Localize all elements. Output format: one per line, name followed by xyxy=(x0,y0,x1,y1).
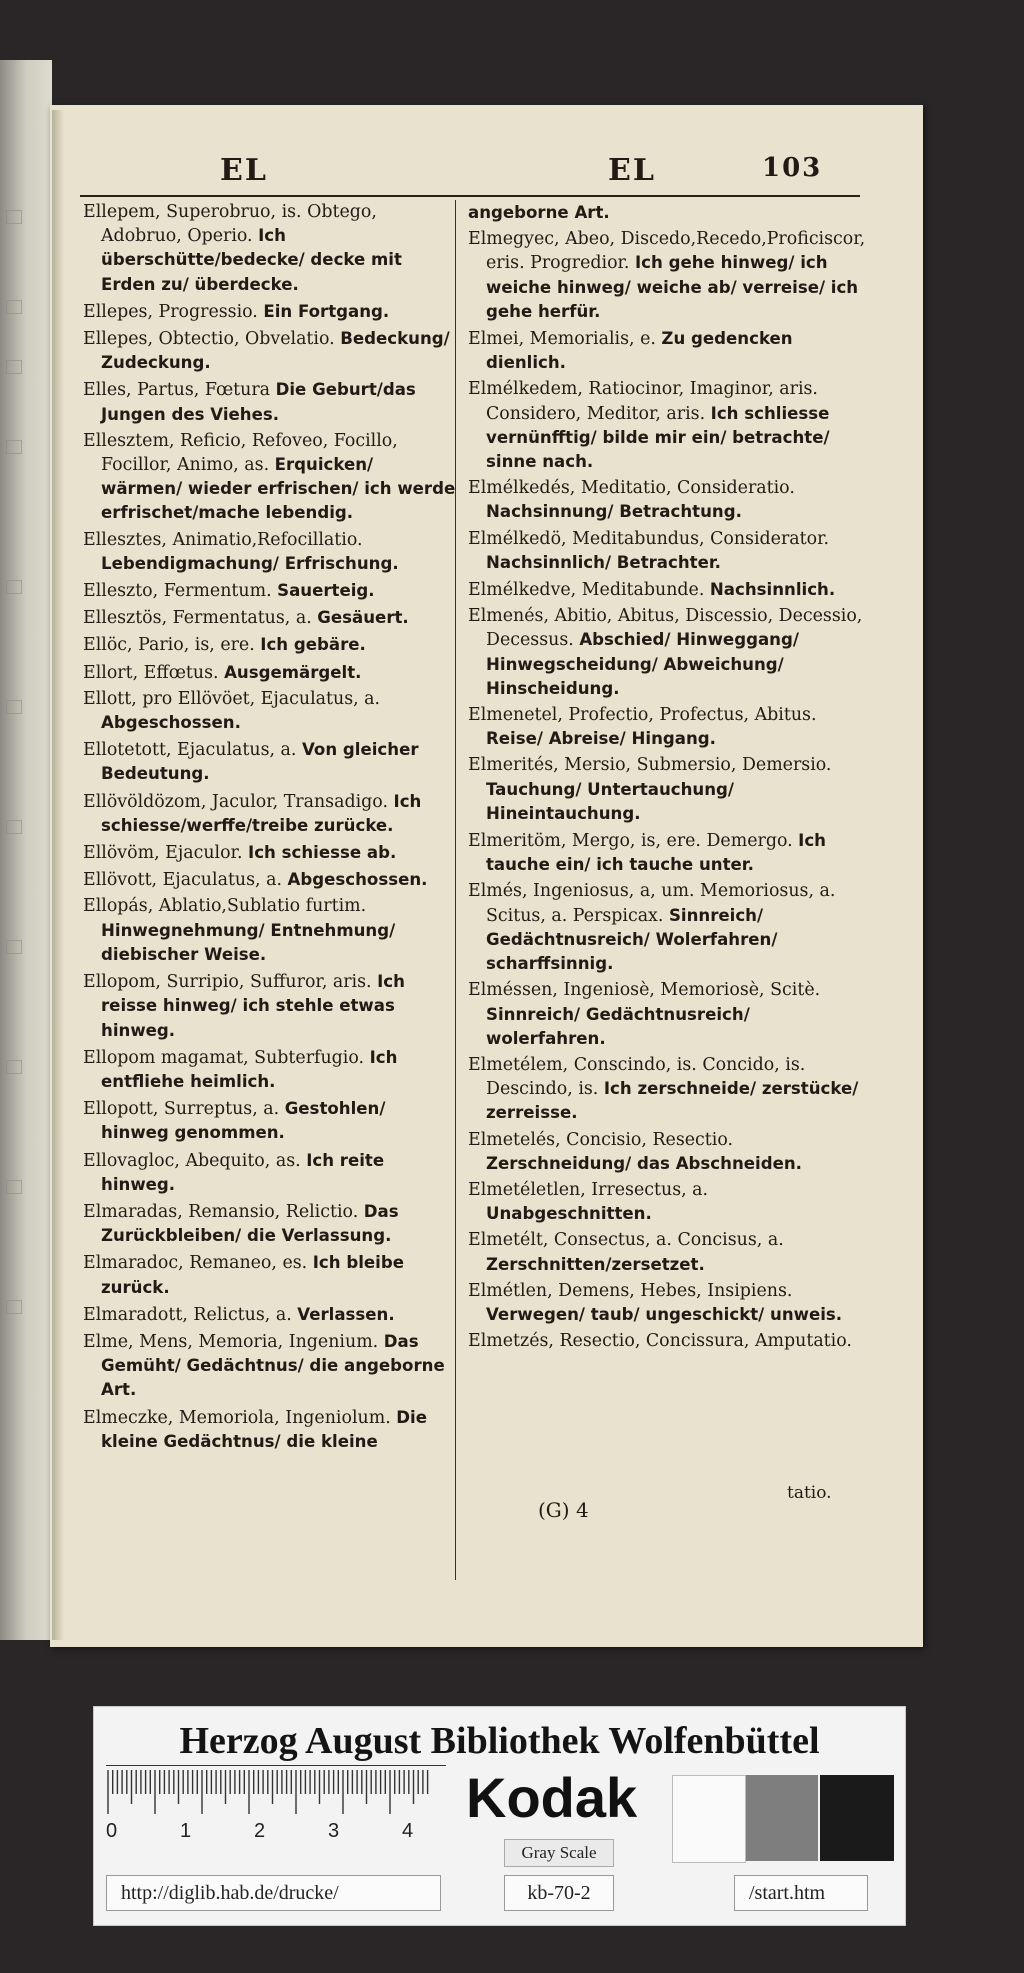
entry-german: Ich reite hinweg. xyxy=(101,1150,385,1194)
entry-german: Ich überschütte/bedecke/ decke mit Erden zu/ überdecke. xyxy=(101,226,402,294)
ruler-label: 2 xyxy=(254,1820,266,1842)
entry-german: Zu gedencken dienlich. xyxy=(486,329,793,373)
entry-latin: Elmétlen, Demens, Hebes, Insipiens. xyxy=(468,1280,793,1301)
entry-german: Sauerteig. xyxy=(277,581,375,601)
dictionary-entry xyxy=(83,201,458,297)
header-rule xyxy=(80,195,860,197)
entry-german: Die Geburt/das Jungen des Viehes. xyxy=(101,380,416,424)
entry-latin: Elmeczke, Memoriola, Ingeniolum. xyxy=(83,1407,391,1428)
dictionary-entry xyxy=(468,1054,873,1126)
entry-latin: Elmaradott, Relictus, a. xyxy=(83,1304,292,1325)
entry-latin: Ellövöldözom, Jaculor, Transadigo. xyxy=(83,791,388,812)
dictionary-entry xyxy=(468,378,873,474)
page-edge-mark xyxy=(6,1180,22,1194)
page-edge-mark xyxy=(6,820,22,834)
color-target-card xyxy=(93,1706,906,1926)
entry-latin: Elmélkedem, Ratiocinor, Imaginor, aris. Considero, Meditor, aris. xyxy=(468,379,818,424)
entry-latin: Elmetzés, Resectio, Concissura, Amputatio. xyxy=(468,1331,852,1352)
entry-latin: Elmerités, Mersio, Submersio, Demersio. xyxy=(468,755,832,776)
entry-latin: Ellepes, Progressio. xyxy=(83,301,258,322)
entry-german: Reise/ Abreise/ Hingang. xyxy=(486,729,716,749)
catchword: tatio. xyxy=(787,1483,832,1503)
entry-latin: Elleszto, Fermentum. xyxy=(83,581,272,602)
entry-latin: Elméssen, Ingeniosè, Memoriosè, Scitè. xyxy=(468,980,821,1001)
dictionary-entry xyxy=(83,300,458,324)
right-column xyxy=(468,201,873,1356)
dictionary-entry xyxy=(468,704,873,751)
dictionary-entry xyxy=(83,868,458,892)
ruler-label: 0 xyxy=(106,1820,118,1842)
entry-german: Sinnreich/ Gedächtnusreich/ wolerfahren. xyxy=(486,1004,750,1048)
entry-german: Nachsinnlich. xyxy=(709,580,836,600)
entry-german: Ich gebäre. xyxy=(260,635,366,655)
entry-latin: Ellepem, Superobruo, is. Obtego, Adobruo, Operio. xyxy=(83,202,377,247)
dictionary-entry xyxy=(83,790,458,838)
dictionary-entry xyxy=(83,606,458,630)
entry-latin: Ellesztes, Animatio,Refocillatio. xyxy=(83,529,363,550)
dictionary-entry xyxy=(468,880,873,976)
dictionary-entry xyxy=(83,579,458,603)
dictionary-entry xyxy=(468,1129,873,1176)
entry-latin: Elmenetel, Profectio, Profectus, Abitus. xyxy=(468,705,817,726)
entry-german: Ein Fortgang. xyxy=(263,301,390,321)
dictionary-entry xyxy=(83,1251,458,1299)
entry-german: angeborne Art. xyxy=(468,203,610,222)
dictionary-entry xyxy=(468,1330,873,1353)
entry-german: Hinwegnehmung/ Entnehmung/ diebischer Weise. xyxy=(101,920,396,964)
entry-latin: Elmetéletlen, Irresectus, a. xyxy=(468,1179,709,1200)
dictionary-entry xyxy=(83,633,458,657)
entry-german: Die kleine Gedächtnus/ die kleine xyxy=(101,1407,427,1451)
entry-german: Ich schliesse vernünfftig/ bilde mir ein/ betrachte/ sinne nach. xyxy=(486,403,830,472)
entry-latin: Elmés, Ingeniosus, a, um. Memoriosus, a. Scitus, a. Perspicax. xyxy=(468,881,836,926)
ruler xyxy=(106,1765,446,1846)
left-column xyxy=(83,201,458,1457)
entry-latin: Elmaradoc, Remaneo, es. xyxy=(83,1253,308,1274)
dictionary-entry xyxy=(83,327,458,375)
page-edge-mark xyxy=(6,300,22,314)
entry-latin: Ellovagloc, Abequito, as. xyxy=(83,1150,301,1171)
entry-german: Ich schiesse/werffe/treibe zurücke. xyxy=(101,791,422,835)
entry-latin: Ellesztem, Reficio, Refoveo, Focillo, Focillor, Animo, as. xyxy=(83,430,398,476)
dictionary-entry xyxy=(83,378,458,426)
entry-latin: Elmei, Memorialis, e. xyxy=(468,329,656,350)
entry-latin: Ellotetott, Ejaculatus, a. xyxy=(83,740,297,761)
entry-german: Gestohlen/ hinweg genommen. xyxy=(101,1099,386,1143)
signature-mark: (G) 4 xyxy=(538,1498,589,1522)
entry-latin: Ellepes, Obtectio, Obvelatio. xyxy=(83,329,335,350)
running-head xyxy=(50,153,923,193)
entry-german: Nachsinnlich/ Betrachter. xyxy=(486,552,721,572)
entry-german: Das Gemüht/ Gedächtnus/ die angeborne Art. xyxy=(101,1331,445,1400)
dictionary-entry xyxy=(83,1406,458,1454)
entry-latin: Elmetélem, Conscindo, is. Concido, is. Descindo, is. xyxy=(468,1054,806,1100)
entry-german: Verwegen/ taub/ ungeschickt/ unweis. xyxy=(486,1304,843,1324)
entry-german: Von gleicher Bedeutung. xyxy=(101,740,419,784)
ruler-label: 4 xyxy=(402,1820,414,1842)
dictionary-entry xyxy=(83,661,458,685)
page-edge-mark xyxy=(6,440,22,454)
page-edge-mark xyxy=(6,1300,22,1314)
entry-latin: Ellopott, Surreptus, a. xyxy=(83,1099,280,1120)
dictionary-entry xyxy=(83,970,458,1043)
url-base: http://diglib.hab.de/drucke/ xyxy=(106,1875,441,1911)
entry-german: Abschied/ Hinweggang/ Hinwegscheidung/ Abweichung/ Hinscheidung. xyxy=(486,630,799,698)
entry-latin: Ellövott, Ejaculatus, a. xyxy=(83,870,283,891)
ruler-label: 1 xyxy=(180,1820,192,1842)
entry-latin: Ellort, Effœtus. xyxy=(83,662,219,683)
entry-latin: Ellövöm, Ejaculor. xyxy=(83,843,243,864)
dictionary-entry xyxy=(468,578,873,602)
book-page xyxy=(50,105,923,1647)
entry-german: Ich gehe hinweg/ ich weiche hinweg/ weiche ab/ verreise/ ich gehe herfür. xyxy=(486,253,859,321)
adjacent-page-edge xyxy=(0,60,52,1640)
dictionary-entry xyxy=(468,979,873,1051)
entry-latin: Elmegyec, Abeo, Discedo,Recedo,Proficiscor, eris. Progredior. xyxy=(468,229,866,274)
dictionary-entry xyxy=(468,528,873,575)
entry-german: Ausgemärgelt. xyxy=(224,662,362,682)
entry-german: Gesäuert. xyxy=(317,608,409,628)
entry-latin: Ellott, pro Ellövöet, Ejaculatus, a. xyxy=(83,688,381,709)
url-suffix: /start.htm xyxy=(734,1875,868,1911)
dictionary-entry xyxy=(83,895,458,967)
swatch-white xyxy=(672,1775,746,1863)
entry-latin: Elmaradas, Remansio, Relictio. xyxy=(83,1201,359,1222)
dictionary-entry xyxy=(83,1330,458,1403)
page-edge-mark xyxy=(6,700,22,714)
entry-german: Nachsinnung/ Betrachtung. xyxy=(486,502,742,522)
entry-german: Tauchung/ Untertauchung/ Hineintauchung. xyxy=(486,779,734,823)
page-gutter-shadow xyxy=(52,110,64,1640)
entry-german: Lebendigmachung/ Erfrischung. xyxy=(101,553,399,573)
dictionary-entry xyxy=(83,430,458,526)
dictionary-entry xyxy=(83,738,458,786)
entry-german: Ich reisse hinweg/ ich stehle etwas hinweg. xyxy=(101,972,405,1040)
entry-german: Sinnreich/ Gedächtnusreich/ Wolerfahren/ scharffsinnig. xyxy=(486,905,778,974)
dictionary-entry xyxy=(83,1046,458,1094)
page-number: 103 xyxy=(762,153,823,183)
entry-german: Erquicken/ wärmen/ wieder erfrischen/ ich werde erfrischet/mache lebendig. xyxy=(101,455,456,523)
entry-german: Ich zerschneide/ zerstücke/ zerreisse. xyxy=(486,1079,859,1123)
dictionary-entry xyxy=(468,1280,873,1327)
entry-german: Verlassen. xyxy=(297,1304,395,1324)
page-edge-mark xyxy=(6,580,22,594)
entry-latin: Elmetelés, Concisio, Resectio. xyxy=(468,1129,734,1150)
dictionary-entry xyxy=(468,754,873,826)
entry-latin: Elme, Mens, Memoria, Ingenium. xyxy=(83,1331,379,1352)
dictionary-entry xyxy=(83,1303,458,1327)
library-title: Herzog August Bibliothek Wolfenbüttel xyxy=(179,1720,820,1762)
entry-latin: Elmélkedve, Meditabunde. xyxy=(468,580,705,601)
entry-german: Ich tauche ein/ ich tauche unter. xyxy=(486,831,826,875)
dictionary-entry xyxy=(468,201,873,225)
entry-latin: Elmetélt, Consectus, a. Concisus, a. xyxy=(468,1230,784,1251)
entry-latin: Elmenés, Abitio, Abitus, Discessio, Decessio, Decessus. xyxy=(468,606,863,651)
dictionary-entry xyxy=(468,605,873,701)
entry-latin: Elmélkedö, Meditabundus, Considerator. xyxy=(468,528,830,549)
dictionary-entry xyxy=(468,1229,873,1276)
entry-latin: Ellöc, Pario, is, ere. xyxy=(83,635,255,656)
ruler-ticks xyxy=(106,1766,446,1818)
entry-german: Abgeschossen. xyxy=(101,713,241,733)
page-edge-mark xyxy=(6,360,22,374)
swatch-black xyxy=(820,1775,894,1861)
running-head-left: EL xyxy=(220,153,268,188)
entry-latin: Ellesztös, Fermentatus, a. xyxy=(83,608,312,629)
entry-latin: Ellopom magamat, Subterfugio. xyxy=(83,1047,365,1068)
dictionary-entry xyxy=(83,1097,458,1145)
swatch-gray xyxy=(746,1775,818,1861)
dictionary-entry xyxy=(83,1200,458,1248)
entry-latin: Ellopom, Surripio, Suffuror, aris. xyxy=(83,972,372,993)
entry-latin: Elmeritöm, Mergo, is, ere. Demergo. xyxy=(468,831,793,852)
dictionary-entry xyxy=(468,327,873,375)
page-edge-mark xyxy=(6,210,22,224)
entry-german: Zerschnitten/zersetzet. xyxy=(486,1254,705,1274)
dictionary-entry xyxy=(468,829,873,877)
entry-german: Bedeckung/ Zudeckung. xyxy=(101,329,450,373)
dictionary-entry xyxy=(83,841,458,865)
kodak-logo: Kodak xyxy=(466,1766,638,1829)
entry-german: Zerschneidung/ das Abschneiden. xyxy=(486,1153,802,1173)
ruler-label: 3 xyxy=(328,1820,340,1842)
entry-latin: Ellopás, Ablatio,Sublatio furtim. xyxy=(83,896,367,917)
page-edge-mark xyxy=(6,940,22,954)
gray-scale-label: Gray Scale xyxy=(504,1839,614,1867)
entry-latin: Elles, Partus, Fœtura xyxy=(83,380,271,401)
dictionary-entry xyxy=(468,1179,873,1226)
page-edge-mark xyxy=(6,1060,22,1074)
dictionary-entry xyxy=(83,529,458,576)
url-id: kb-70-2 xyxy=(504,1875,614,1911)
dictionary-entry xyxy=(83,1149,458,1197)
dictionary-entry xyxy=(468,228,873,324)
dictionary-entry xyxy=(468,477,873,524)
entry-german: Abgeschossen. xyxy=(287,870,428,890)
dictionary-entry xyxy=(83,688,458,735)
entry-german: Das Zurückbleiben/ die Verlassung. xyxy=(101,1201,399,1246)
entry-german: Ich entfliehe heimlich. xyxy=(101,1047,398,1091)
entry-german: Ich bleibe zurück. xyxy=(101,1253,404,1297)
entry-german: Unabgeschnitten. xyxy=(486,1204,652,1224)
entry-latin: Elmélkedés, Meditatio, Consideratio. xyxy=(468,478,795,499)
running-head-right: EL xyxy=(608,153,656,188)
entry-german: Ich schiesse ab. xyxy=(248,843,397,863)
